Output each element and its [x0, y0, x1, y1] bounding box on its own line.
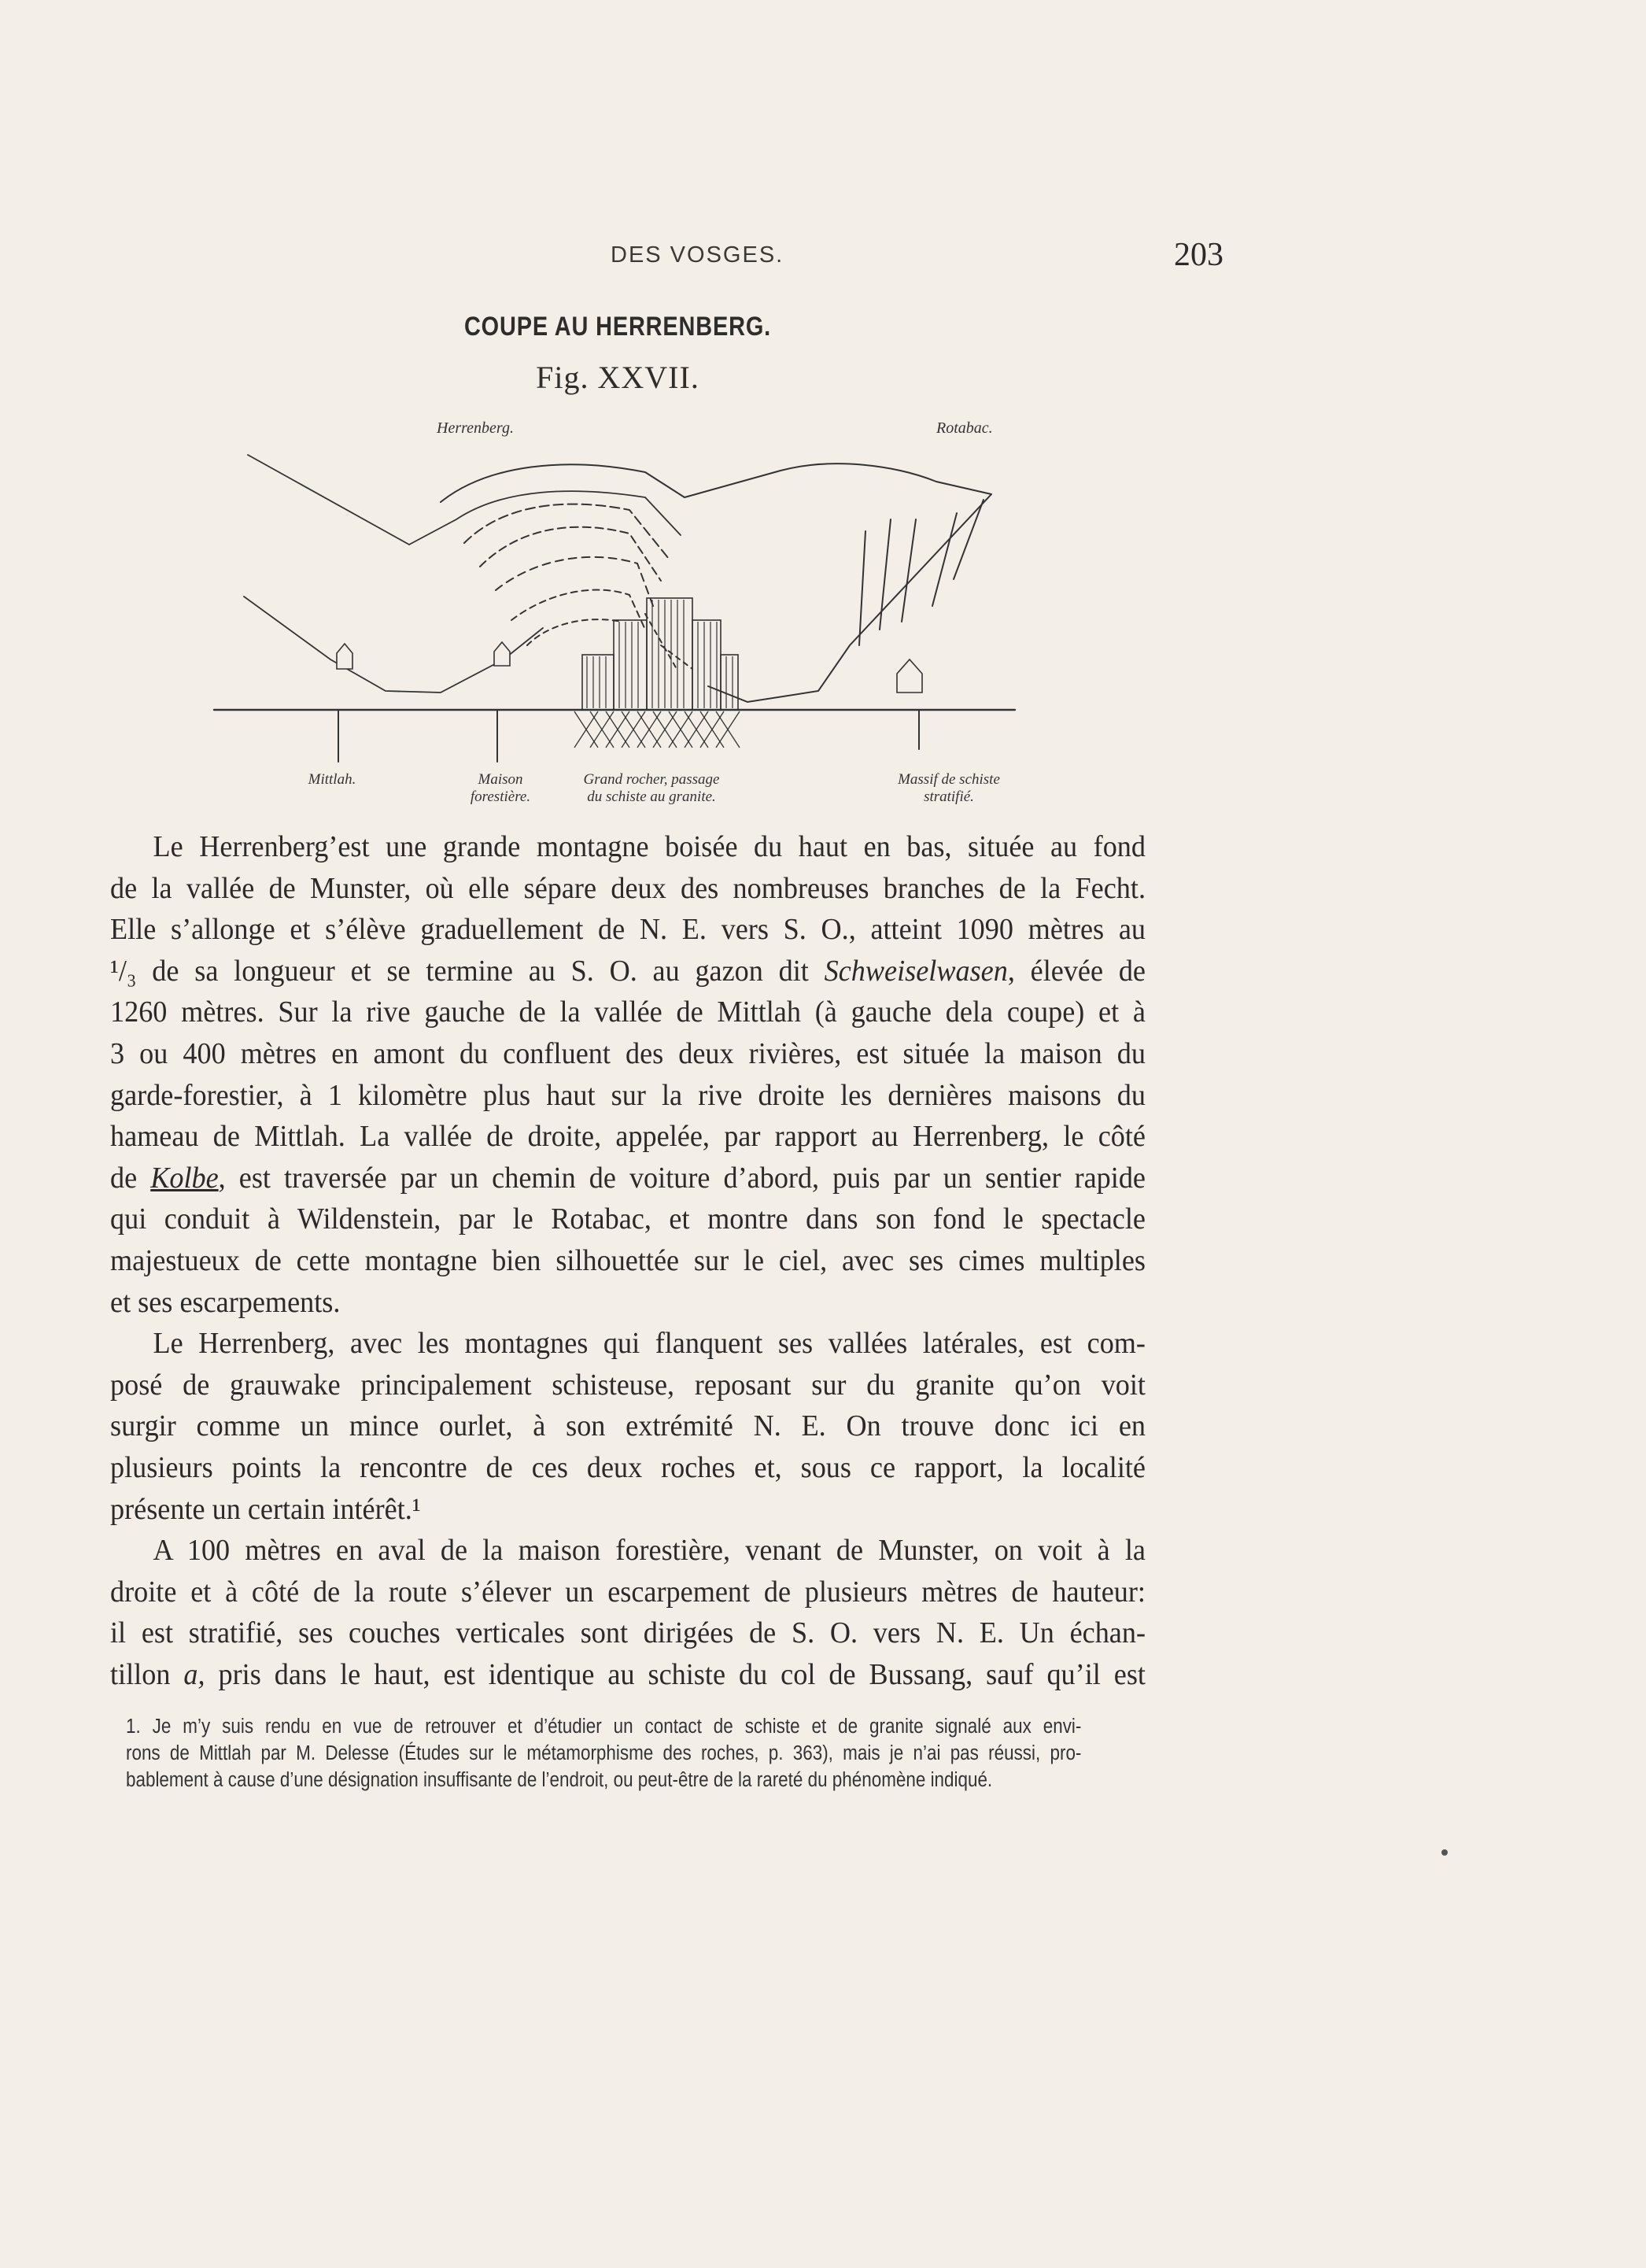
herrenberg-crest: [441, 464, 991, 502]
granite-hatching: [587, 600, 733, 708]
body-line-part: ¹/₃ de sa longueur et se termine au S. O. au gazon dit: [110, 954, 825, 988]
figure-title: COUPE AU HERRENBERG.: [463, 312, 772, 342]
peak-label-rotabac: Rotabac.: [936, 419, 993, 437]
body-line: [110, 1654, 1146, 1696]
footnote-line: 1. Je m’y suis rendu en vue de retrouver et d’étudier un contact de schiste et de granite signalé aux envi-: [126, 1716, 1082, 1738]
footnote-line: rons de Mittlah par M. Delesse (Études sur le métamorphisme des roches, p. 363), mais je n’ai pas réussi, pro-: [126, 1742, 1082, 1764]
body-line-part: tillon: [110, 1657, 184, 1691]
body-line: et ses escarpements.: [110, 1285, 341, 1319]
strata-arch-1: [464, 504, 669, 559]
margin-speck: [1441, 1849, 1448, 1856]
geological-section-figure: [205, 409, 1023, 818]
body-line: 1260 mètres. Sur la rive gauche de la vallée de Mittlah (à gauche dela coupe) et à: [110, 995, 1146, 1029]
caption-mittlah: Mittlah.: [308, 771, 356, 788]
herrenberg-profile: [409, 491, 681, 545]
schist-stroke-1: [859, 531, 865, 645]
body-line: 3 ou 400 mètres en amont du confluent des deux rivières, est située la maison du: [110, 1036, 1146, 1070]
caption-grand-rocher-2: du schiste au granite.: [587, 789, 716, 805]
footnote: [126, 1713, 1081, 1793]
schist-stroke-2: [880, 519, 891, 630]
strata-arch-2: [480, 527, 661, 581]
body-line: de la vallée de Munster, où elle sépare deux des nombreuses branches de la Fecht.: [110, 871, 1146, 905]
body-line: majestueux de cette montagne bien silhouettée sur le ciel, avec ses cimes multiples: [110, 1243, 1146, 1277]
caption-maison-1: Maison: [478, 771, 523, 788]
body-line: Elle s’allonge et s’élève graduellement de N. E. vers S. O., atteint 1090 mètres au: [110, 913, 1146, 947]
house-mittlah-icon: [337, 644, 352, 669]
body-text: [110, 826, 1146, 1695]
body-line: présente un certain intérêt.¹: [110, 1492, 421, 1526]
page-number: 203: [1174, 237, 1223, 273]
body-line: plusieurs points la rencontre de ces deux roches et, sous ce rapport, la localité: [110, 1450, 1146, 1484]
body-line-part: de: [110, 1161, 151, 1195]
body-line: [110, 1158, 1146, 1199]
right-rotabac-slope: [708, 494, 991, 702]
body-line-part: , élevée de: [1007, 954, 1146, 988]
body-line: A 100 mètres en aval de la maison forestière, venant de Munster, on voit à la: [153, 1534, 1146, 1568]
body-line: posé de grauwake principalement schisteuse, reposant sur du granite qu’on voit: [110, 1368, 1146, 1402]
schist-stroke-5: [954, 500, 984, 579]
granite-block-mid: [614, 620, 647, 710]
body-line-part: pris dans le haut, est identique au schiste du col de Bussang, sauf qu’il est: [205, 1657, 1146, 1691]
body-line-part: , est traversée par un chemin de voiture d’abord, puis par un sentier rapide: [218, 1161, 1146, 1195]
body-line: droite et à côté de la route s’élever un escarpement de plusieurs mètres de hauteur:: [110, 1575, 1146, 1609]
house-right-icon: [897, 659, 922, 693]
granite-block-main: [647, 598, 692, 710]
body-line-italic: a,: [183, 1657, 205, 1691]
caption-massif-2: stratifié.: [924, 789, 974, 805]
strata-arch-5: [527, 619, 622, 645]
granite-block-edge: [721, 655, 738, 710]
peak-label-herrenberg: Herrenberg.: [437, 419, 514, 437]
caption-grand-rocher-1: Grand rocher, passage: [583, 771, 720, 788]
house-maison-icon: [494, 642, 510, 666]
strata-arch-3: [496, 557, 653, 606]
footnote-line: bablement à cause d’une désignation insuffisante de l’endroit, ou peut-être de la rareté du phénomène indiqué.: [126, 1769, 993, 1791]
body-line: garde-forestier, à 1 kilomètre plus haut sur la rive droite les dernières maisons du: [110, 1078, 1146, 1112]
body-line-italic: Schweiselwasen: [824, 954, 1008, 988]
body-line: [110, 951, 1146, 992]
caption-massif-1: Massif de schiste: [898, 771, 1000, 788]
body-line: hameau de Mittlah. La vallée de droite, appelée, par rapport au Herrenberg, le côté: [110, 1120, 1146, 1154]
caption-maison-2: forestière.: [470, 789, 531, 805]
body-line: Le Herrenberg’est une grande montagne boisée du haut en bas, située au fond: [153, 830, 1146, 863]
body-line: Le Herrenberg, avec les montagnes qui flanquent ses vallées latérales, est com-: [153, 1327, 1146, 1361]
running-title: DES VOSGES.: [611, 242, 784, 268]
body-line-underlined: Kolbe: [150, 1161, 219, 1195]
body-line: surgir comme un mince ourlet, à son extrémité N. E. On trouve donc ici en: [110, 1409, 1146, 1443]
body-line: il est stratifié, ses couches verticales sont dirigées de S. O. vers N. E. Un échan-: [110, 1616, 1146, 1650]
running-head: [110, 237, 1243, 277]
body-line: qui conduit à Wildenstein, par le Rotabac, et montre dans son fond le spectacle: [110, 1202, 1146, 1236]
schist-stroke-4: [932, 513, 957, 606]
figure-number: Fig. XXVII.: [536, 360, 699, 395]
granite-base-crosshatch: [574, 711, 740, 748]
body-line-italic: [150, 1162, 218, 1195]
schist-stroke-3: [902, 519, 916, 622]
